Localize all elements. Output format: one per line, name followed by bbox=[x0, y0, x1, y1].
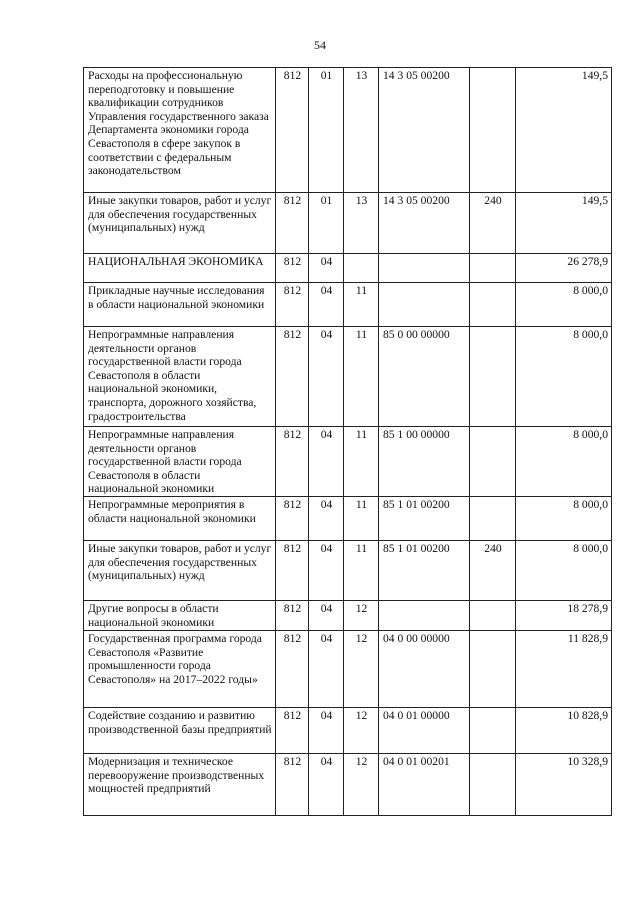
row-expense-type bbox=[470, 708, 516, 754]
row-ved: 812 bbox=[276, 68, 309, 193]
budget-table bbox=[83, 67, 612, 816]
table-row bbox=[84, 601, 612, 631]
row-name: Государственная программа города Севастополя «Развитие промышленности города Севастополя» на 2017–2022 годы» bbox=[84, 631, 276, 708]
table-row bbox=[84, 708, 612, 754]
table-row bbox=[84, 193, 612, 254]
row-target-article: 85 0 00 00000 bbox=[379, 327, 470, 427]
row-sum: 149,5 bbox=[516, 68, 612, 193]
row-target-article: 14 3 05 00200 bbox=[379, 193, 470, 254]
row-ved: 812 bbox=[276, 427, 309, 497]
row-podrazdel bbox=[344, 254, 379, 283]
row-podrazdel: 11 bbox=[344, 327, 379, 427]
row-sum: 10 828,9 bbox=[516, 708, 612, 754]
row-razdel: 04 bbox=[309, 327, 344, 427]
row-podrazdel: 12 bbox=[344, 708, 379, 754]
row-name: Иные закупки товаров, работ и услуг для обеспечения государственных (муниципальных) нужд bbox=[84, 541, 276, 601]
table-row bbox=[84, 427, 612, 497]
table-row bbox=[84, 541, 612, 601]
row-target-article: 14 3 05 00200 bbox=[379, 68, 470, 193]
row-razdel: 04 bbox=[309, 254, 344, 283]
row-name: Другие вопросы в области национальной экономики bbox=[84, 601, 276, 631]
row-sum: 8 000,0 bbox=[516, 427, 612, 497]
row-name: Модернизация и техническое перевооружение производственных мощностей предприятий bbox=[84, 754, 276, 816]
row-expense-type bbox=[470, 283, 516, 327]
row-name: Непрограммные направления деятельности органов государственной власти города Севастополя в области национальной экономики bbox=[84, 427, 276, 497]
row-podrazdel: 11 bbox=[344, 427, 379, 497]
row-target-article: 04 0 00 00000 bbox=[379, 631, 470, 708]
row-ved: 812 bbox=[276, 631, 309, 708]
row-ved: 812 bbox=[276, 601, 309, 631]
row-sum: 8 000,0 bbox=[516, 283, 612, 327]
table-row bbox=[84, 254, 612, 283]
row-razdel: 04 bbox=[309, 497, 344, 541]
row-podrazdel: 11 bbox=[344, 497, 379, 541]
row-name: Иные закупки товаров, работ и услуг для обеспечения государственных (муниципальных) нужд bbox=[84, 193, 276, 254]
row-expense-type bbox=[470, 327, 516, 427]
table-row bbox=[84, 327, 612, 427]
row-podrazdel: 12 bbox=[344, 631, 379, 708]
row-sum: 8 000,0 bbox=[516, 497, 612, 541]
row-sum: 18 278,9 bbox=[516, 601, 612, 631]
row-target-article: 85 1 01 00200 bbox=[379, 497, 470, 541]
row-ved: 812 bbox=[276, 193, 309, 254]
row-razdel: 01 bbox=[309, 68, 344, 193]
row-sum: 8 000,0 bbox=[516, 327, 612, 427]
row-target-article bbox=[379, 601, 470, 631]
row-ved: 812 bbox=[276, 327, 309, 427]
row-podrazdel: 12 bbox=[344, 601, 379, 631]
row-sum: 10 328,9 bbox=[516, 754, 612, 816]
row-expense-type bbox=[470, 631, 516, 708]
row-razdel: 04 bbox=[309, 427, 344, 497]
row-target-article: 85 1 01 00200 bbox=[379, 541, 470, 601]
row-expense-type bbox=[470, 497, 516, 541]
row-sum: 11 828,9 bbox=[516, 631, 612, 708]
row-ved: 812 bbox=[276, 497, 309, 541]
row-expense-type bbox=[470, 754, 516, 816]
row-name: Содействие созданию и развитию производственной базы предприятий bbox=[84, 708, 276, 754]
row-target-article bbox=[379, 283, 470, 327]
row-podrazdel: 13 bbox=[344, 68, 379, 193]
row-ved: 812 bbox=[276, 283, 309, 327]
row-target-article: 04 0 01 00201 bbox=[379, 754, 470, 816]
row-name: Расходы на профессиональную переподготовку и повышение квалификации сотрудников Управления государственного заказа Департамента экономики города Севастополя в сфере закупок в соответствии с федеральным законодательством bbox=[84, 68, 276, 193]
row-expense-type bbox=[470, 68, 516, 193]
row-podrazdel: 12 bbox=[344, 754, 379, 816]
row-ved: 812 bbox=[276, 708, 309, 754]
row-target-article: 04 0 01 00000 bbox=[379, 708, 470, 754]
row-name: НАЦИОНАЛЬНАЯ ЭКОНОМИКА bbox=[84, 254, 276, 283]
table-row bbox=[84, 631, 612, 708]
row-name: Непрограммные мероприятия в области национальной экономики bbox=[84, 497, 276, 541]
row-podrazdel: 11 bbox=[344, 283, 379, 327]
row-sum: 8 000,0 bbox=[516, 541, 612, 601]
row-podrazdel: 13 bbox=[344, 193, 379, 254]
row-ved: 812 bbox=[276, 754, 309, 816]
row-name: Непрограммные направления деятельности органов государственной власти города Севастополя в области национальной экономики, транспорта, дорожного хозяйства, градостроительства bbox=[84, 327, 276, 427]
page-number: 54 bbox=[314, 38, 326, 52]
row-expense-type bbox=[470, 254, 516, 283]
row-podrazdel: 11 bbox=[344, 541, 379, 601]
row-expense-type bbox=[470, 427, 516, 497]
row-razdel: 04 bbox=[309, 631, 344, 708]
row-ved: 812 bbox=[276, 254, 309, 283]
row-expense-type bbox=[470, 601, 516, 631]
row-name: Прикладные научные исследования в области национальной экономики bbox=[84, 283, 276, 327]
row-razdel: 04 bbox=[309, 601, 344, 631]
table-row bbox=[84, 497, 612, 541]
row-razdel: 04 bbox=[309, 541, 344, 601]
table-row bbox=[84, 754, 612, 816]
row-sum: 26 278,9 bbox=[516, 254, 612, 283]
row-expense-type: 240 bbox=[470, 193, 516, 254]
row-expense-type: 240 bbox=[470, 541, 516, 601]
row-razdel: 04 bbox=[309, 708, 344, 754]
table-row bbox=[84, 68, 612, 193]
table-row bbox=[84, 283, 612, 327]
row-target-article: 85 1 00 00000 bbox=[379, 427, 470, 497]
row-ved: 812 bbox=[276, 541, 309, 601]
row-razdel: 04 bbox=[309, 754, 344, 816]
row-razdel: 01 bbox=[309, 193, 344, 254]
row-sum: 149,5 bbox=[516, 193, 612, 254]
row-razdel: 04 bbox=[309, 283, 344, 327]
row-target-article bbox=[379, 254, 470, 283]
